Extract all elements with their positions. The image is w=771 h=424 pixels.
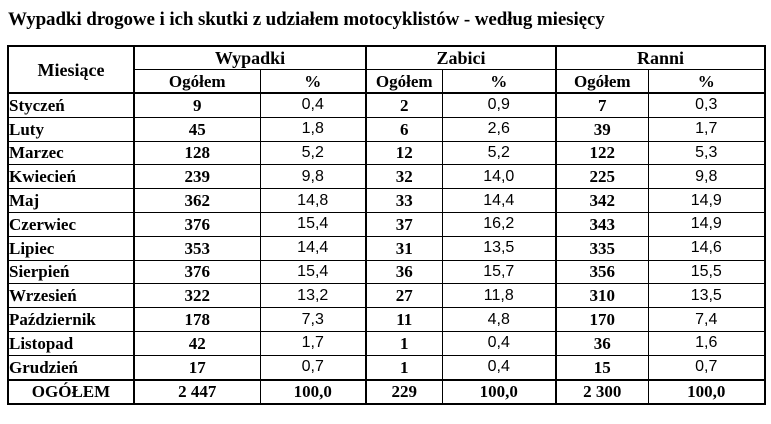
table-row xyxy=(8,284,765,308)
cell-zabici: 33 xyxy=(366,189,442,213)
cell-ranni: 122 xyxy=(556,141,648,165)
month-cell: Październik xyxy=(8,308,134,332)
cell-wypadki-pct: 0,4 xyxy=(260,93,366,117)
cell-zabici-pct: 11,8 xyxy=(442,284,556,308)
total-row xyxy=(8,380,765,405)
cell-wypadki-pct: 1,7 xyxy=(260,331,366,355)
cell-wypadki-pct: 7,3 xyxy=(260,308,366,332)
cell-zabici: 36 xyxy=(366,260,442,284)
month-cell: Listopad xyxy=(8,331,134,355)
table-header xyxy=(8,46,765,93)
cell-wypadki-pct: 14,8 xyxy=(260,189,366,213)
cell-ranni: 7 xyxy=(556,93,648,117)
cell-ranni: 225 xyxy=(556,165,648,189)
cell-zabici: 32 xyxy=(366,165,442,189)
cell-zabici: 2 xyxy=(366,93,442,117)
subheader-ranni-pct: % xyxy=(648,70,765,94)
cell-zabici-pct: 14,4 xyxy=(442,189,556,213)
subheader-ranni-total: Ogółem xyxy=(556,70,648,94)
cell-zabici-pct: 14,0 xyxy=(442,165,556,189)
subheader-wypadki-total: Ogółem xyxy=(134,70,260,94)
subheader-zabici-total: Ogółem xyxy=(366,70,442,94)
cell-wypadki: 362 xyxy=(134,189,260,213)
cell-ranni: 343 xyxy=(556,212,648,236)
cell-ranni: 342 xyxy=(556,189,648,213)
cell-wypadki: 17 xyxy=(134,355,260,379)
cell-wypadki: 9 xyxy=(134,93,260,117)
statistics-table xyxy=(7,45,766,405)
cell-zabici: 37 xyxy=(366,212,442,236)
cell-wypadki-pct: 14,4 xyxy=(260,236,366,260)
cell-zabici: 6 xyxy=(366,117,442,141)
cell-zabici: 1 xyxy=(366,331,442,355)
month-cell: Wrzesień xyxy=(8,284,134,308)
month-cell: Luty xyxy=(8,117,134,141)
cell-ranni-pct: 14,6 xyxy=(648,236,765,260)
cell-ranni: 310 xyxy=(556,284,648,308)
cell-wypadki: 239 xyxy=(134,165,260,189)
table-row xyxy=(8,355,765,379)
cell-ranni-pct: 13,5 xyxy=(648,284,765,308)
cell-wypadki-pct: 1,8 xyxy=(260,117,366,141)
month-cell: Lipiec xyxy=(8,236,134,260)
cell-wypadki-pct: 9,8 xyxy=(260,165,366,189)
cell-wypadki: 322 xyxy=(134,284,260,308)
cell-ranni-pct: 7,4 xyxy=(648,308,765,332)
cell-ranni: 335 xyxy=(556,236,648,260)
cell-ranni-pct: 0,3 xyxy=(648,93,765,117)
month-cell: Sierpień xyxy=(8,260,134,284)
cell-wypadki: 353 xyxy=(134,236,260,260)
cell-ranni-pct: 15,5 xyxy=(648,260,765,284)
cell-ranni: 39 xyxy=(556,117,648,141)
table-row xyxy=(8,93,765,117)
subheader-zabici-pct: % xyxy=(442,70,556,94)
cell-zabici: 12 xyxy=(366,141,442,165)
cell-zabici-pct: 15,7 xyxy=(442,260,556,284)
group-header-zabici: Zabici xyxy=(366,46,556,70)
cell-ranni: 15 xyxy=(556,355,648,379)
month-cell: Czerwiec xyxy=(8,212,134,236)
cell-wypadki-pct: 15,4 xyxy=(260,260,366,284)
cell-wypadki-pct: 13,2 xyxy=(260,284,366,308)
cell-ranni-pct: 0,7 xyxy=(648,355,765,379)
cell-zabici-pct: 5,2 xyxy=(442,141,556,165)
group-header-wypadki: Wypadki xyxy=(134,46,366,70)
cell-wypadki: 178 xyxy=(134,308,260,332)
cell-zabici-pct: 2,6 xyxy=(442,117,556,141)
table-row xyxy=(8,141,765,165)
month-cell: Grudzień xyxy=(8,355,134,379)
table-row xyxy=(8,189,765,213)
cell-ranni: 356 xyxy=(556,260,648,284)
table-title: Wypadki drogowe i ich skutki z udziałem motocyklistów - według miesięcy xyxy=(8,9,605,30)
table-row xyxy=(8,260,765,284)
cell-zabici: 1 xyxy=(366,355,442,379)
cell-ranni-pct: 14,9 xyxy=(648,212,765,236)
total-zabici: 229 xyxy=(366,380,442,405)
cell-ranni-pct: 1,6 xyxy=(648,331,765,355)
table-row xyxy=(8,212,765,236)
cell-zabici-pct: 0,4 xyxy=(442,331,556,355)
cell-wypadki-pct: 15,4 xyxy=(260,212,366,236)
cell-ranni-pct: 5,3 xyxy=(648,141,765,165)
cell-ranni: 36 xyxy=(556,331,648,355)
cell-ranni-pct: 9,8 xyxy=(648,165,765,189)
total-label: OGÓŁEM xyxy=(8,380,134,405)
cell-zabici-pct: 4,8 xyxy=(442,308,556,332)
month-cell: Marzec xyxy=(8,141,134,165)
cell-wypadki-pct: 0,7 xyxy=(260,355,366,379)
month-column-header: Miesiące xyxy=(8,46,134,93)
cell-zabici: 31 xyxy=(366,236,442,260)
cell-ranni-pct: 1,7 xyxy=(648,117,765,141)
cell-zabici-pct: 13,5 xyxy=(442,236,556,260)
table-row xyxy=(8,236,765,260)
table-row xyxy=(8,165,765,189)
cell-wypadki: 376 xyxy=(134,260,260,284)
month-cell: Styczeń xyxy=(8,93,134,117)
group-header-ranni: Ranni xyxy=(556,46,765,70)
cell-wypadki-pct: 5,2 xyxy=(260,141,366,165)
total-wypadki-pct: 100,0 xyxy=(260,380,366,405)
cell-ranni: 170 xyxy=(556,308,648,332)
cell-wypadki: 376 xyxy=(134,212,260,236)
subheader-wypadki-pct: % xyxy=(260,70,366,94)
cell-wypadki: 45 xyxy=(134,117,260,141)
table-body xyxy=(8,93,765,404)
cell-wypadki: 128 xyxy=(134,141,260,165)
table-row xyxy=(8,308,765,332)
cell-zabici-pct: 0,9 xyxy=(442,93,556,117)
table-row xyxy=(8,117,765,141)
cell-zabici: 27 xyxy=(366,284,442,308)
table-row xyxy=(8,331,765,355)
total-wypadki: 2 447 xyxy=(134,380,260,405)
month-cell: Maj xyxy=(8,189,134,213)
total-zabici-pct: 100,0 xyxy=(442,380,556,405)
month-cell: Kwiecień xyxy=(8,165,134,189)
cell-zabici: 11 xyxy=(366,308,442,332)
cell-zabici-pct: 16,2 xyxy=(442,212,556,236)
total-ranni: 2 300 xyxy=(556,380,648,405)
total-ranni-pct: 100,0 xyxy=(648,380,765,405)
cell-ranni-pct: 14,9 xyxy=(648,189,765,213)
cell-wypadki: 42 xyxy=(134,331,260,355)
cell-zabici-pct: 0,4 xyxy=(442,355,556,379)
